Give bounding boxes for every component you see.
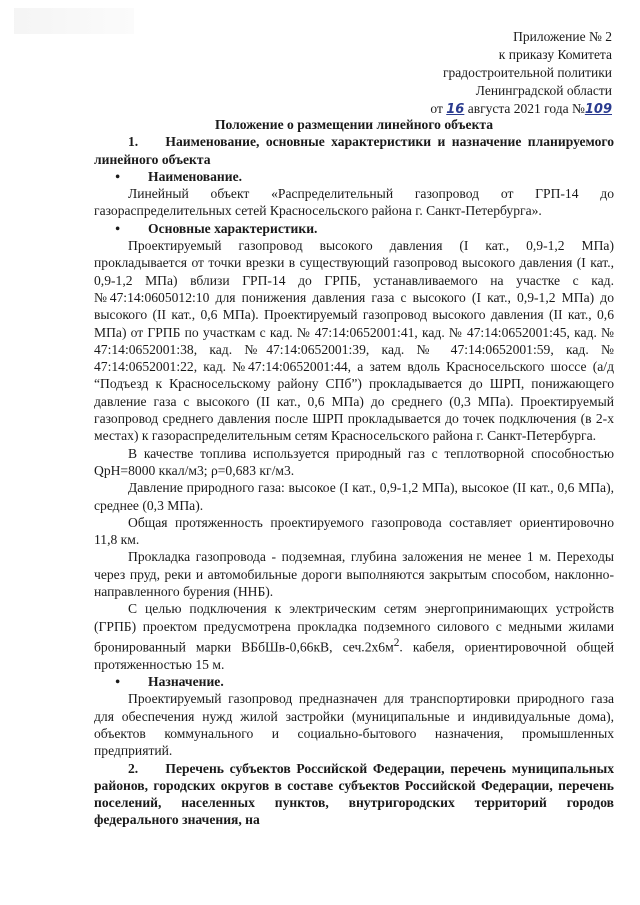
handwritten-number: 109 (584, 102, 612, 117)
bullet-icon: • (115, 674, 120, 690)
subsection-purpose-heading: Назначение. (148, 674, 224, 690)
appendix-line-3: градостроительной политики (442, 65, 612, 80)
cable-text-b: . кабеля, ориентировочной общей протяженностью 15 м. (94, 639, 614, 672)
laying-paragraph: Прокладка газопровода - подземная, глубина заложения не менее 1 м. Переходы через пруд, реки и автомобильные дороги выполняются закрытым способом, наклонно-направленного бурения (ННБ). (94, 549, 614, 600)
bullet-icon: • (115, 168, 120, 184)
cable-superscript: 2 (393, 636, 400, 649)
document-title: Положение о размещении линейного объекта (214, 117, 494, 132)
subsection-name-text: Линейный объект «Распределительный газопровод от ГРП-14 до газораспределительных сетей Красносельского района г. Санкт-Петербурга». (94, 186, 614, 219)
fuel-paragraph: В качестве топлива используется природный газ с теплотворной способностью QpH=8000 ккал/м3; ρ=0,683 кг/м3. (94, 445, 614, 478)
date-rest: августа 2021 года № (467, 101, 585, 116)
purpose-text: Проектируемый газопровод предназначен для транспортировки природного газа для обеспечения нужд жилой застройки (муниципальные и индивидуальные дома), объектов коммунального и социально-бытового назначения, промышленных предприятий. (94, 691, 614, 759)
document-body (94, 116, 614, 829)
characteristics-text: Проектируемый газопровод высокого давления (I кат., 0,9-1,2 МПа) прокладывается от точки врезки в существующий газопровод высокого давления (I кат., 0,9-1,2 МПа) вблизи ГРП-14 до ГРПБ, устанавливаемого на участке с кад. №47:14:0605012:10 для понижения давления газа с высокого (I кат., 0,9-1,2 МПа) до высокого (II кат., 0,6 МПа). Проектируемый газопровод высокого давления (II кат., 0,6 МПа) от ГРПБ по участкам с кад. № 47:14:0652001:41, кад. № 47:14:0652001:45, кад. № 47:14:0652001:38, кад. №47:14:0652001:39, кад. № 47:14:0652001:59, кад. № 47:14:0652001:22, кад. №47:14:0652001:44, а затем вдоль Красносельского шоссе (а/д “Подъезд к Красносельскому району СПб”) прокладывается до ШРП, понижающего давление газа с высокого (II кат., 0,6 МПа) до среднего (0,3 МПа). Проектируемый газопровод среднего давления после ШРП прокладывается до точек подключения (в 2-х местах) к газораспределительным сетям Красносельского района г. Санкт-Петербурга. (94, 238, 614, 444)
bullet-icon: • (115, 220, 120, 236)
section-2-heading: 2. Перечень субъектов Российской Федерации, перечень муниципальных районов, городских округов в составе субъектов Российской Федерации, перечень поселений, населенных пунктов, внутригородских территорий городов федерального значения, на (94, 760, 614, 828)
subsection-characteristics-heading: Основные характеристики. (148, 220, 318, 236)
appendix-block (430, 28, 612, 119)
pressure-paragraph: Давление природного газа: высокое (I кат., 0,9-1,2 МПа), высокое (II кат., 0,6 МПа), среднее (0,3 МПа). (94, 480, 614, 513)
subsection-name-heading: Наименование. (148, 168, 243, 184)
section-1-heading: 1. Наименование, основные характеристики и назначение планируемого линейного объекта (94, 134, 614, 167)
appendix-line-2: к приказу Комитета (498, 47, 612, 62)
subsection-name (94, 168, 614, 185)
scan-artifact (14, 8, 134, 34)
handwritten-day: 16 (446, 102, 465, 117)
appendix-line-1: Приложение № 2 (513, 29, 612, 44)
subsection-characteristics (94, 220, 614, 237)
cable-paragraph (94, 600, 614, 673)
appendix-line-4: Ленинградской области (475, 83, 612, 98)
length-paragraph: Общая протяженность проектируемого газопровода составляет ориентировочно 11,8 км. (94, 514, 614, 548)
subsection-purpose (94, 673, 614, 690)
cable-text-a: С целью подключения к электрическим сетям энергопринимающих устройств (ГРПБ) проектом предусмотрена прокладка подземного силового с медными жилами бронированный марки ВБбШв-0,66кВ, сеч.2х6м (94, 601, 614, 655)
date-prefix: от (430, 101, 443, 116)
